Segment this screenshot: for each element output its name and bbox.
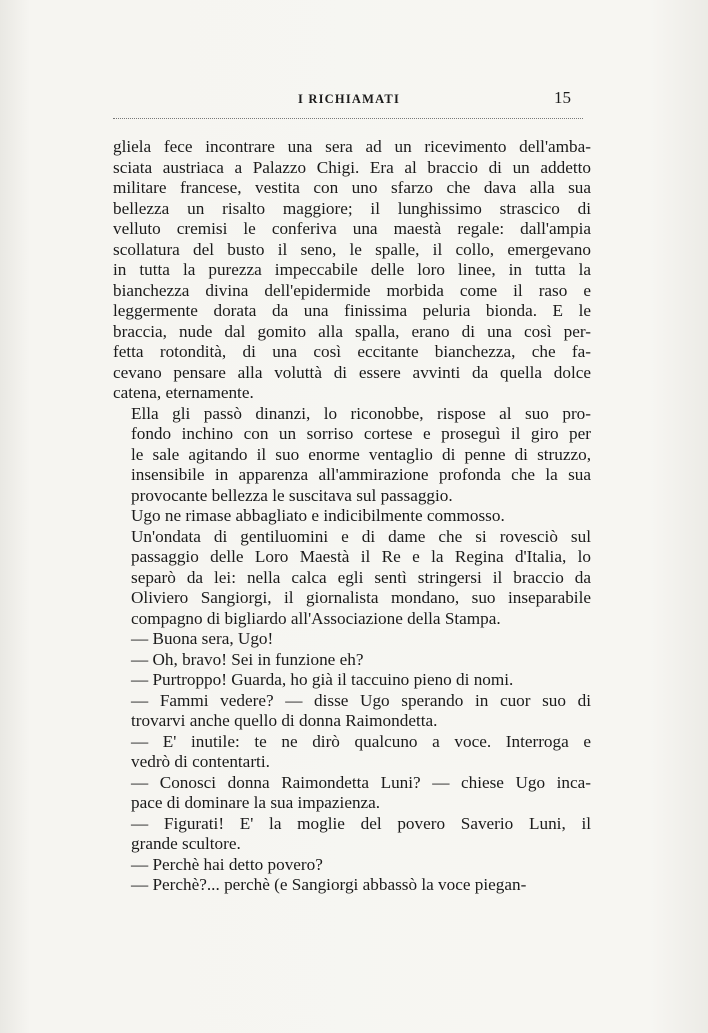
text-line: passaggio delle Loro Maestà il Re e la Regina d'Italia, lo: [131, 547, 591, 566]
body-text: [113, 137, 591, 896]
text-line: Un'ondata di gentiluomini e di dame che si rovesciò sul: [131, 526, 591, 546]
page-header: [113, 88, 583, 112]
text-line: — Purtroppo! Guarda, ho già il taccuino pieno di nomi.: [131, 670, 514, 689]
text-line: — Oh, bravo! Sei in funzione eh?: [131, 649, 364, 669]
text-line: trovarvi anche quello di donna Raimondetta.: [131, 711, 438, 730]
text-line: — Buona sera, Ugo!: [131, 629, 274, 648]
text-line: scollatura del busto il seno, le spalle, il collo, emergevano: [113, 239, 591, 259]
text-line: fetta rotondità, di una così eccitante bianchezza, che fa-: [113, 342, 591, 361]
text-line: provocante bellezza le suscitava sul passaggio.: [131, 485, 453, 505]
text-line: Oliviero Sangiorgi, il giornalista mondano, suo inseparabile: [131, 588, 591, 607]
page-number: 15: [554, 88, 571, 107]
header-rule: [113, 118, 583, 119]
paragraph: [113, 404, 591, 507]
paragraph: [113, 773, 591, 814]
text-line: pace di dominare la sua impazienza.: [131, 793, 381, 812]
paragraph: [113, 732, 591, 773]
paragraph: [113, 506, 591, 527]
text-line: bellezza un risalto maggiore; il lunghissimo strascico di: [113, 198, 591, 218]
running-title: I RICHIAMATI: [298, 92, 401, 106]
text-line: fondo inchino con un sorriso cortese e proseguì il giro per: [131, 424, 591, 443]
paragraph: [113, 650, 591, 671]
text-line: — Figurati! E' la moglie del povero Saverio Luni, il: [131, 813, 591, 833]
text-line: velluto cremisi le conferiva una maestà regale: dall'ampia: [113, 219, 591, 238]
paragraph: [113, 670, 591, 691]
text-line: separò da lei: nella calca egli sentì stringersi il braccio da: [131, 567, 591, 587]
paragraph: [113, 875, 591, 896]
text-line: Ugo ne rimase abbagliato e indicibilmente commosso.: [131, 506, 505, 525]
paragraph: [113, 629, 591, 650]
text-line: — Perchè?... perchè (e Sangiorgi abbassò la voce piegan-: [131, 875, 527, 894]
paragraph: [113, 855, 591, 876]
text-line: insensibile in apparenza all'ammirazione profonda che la sua: [131, 465, 591, 484]
text-line: cevano pensare alla voluttà di essere avvinti da quella dolce: [113, 362, 591, 382]
text-line: bianchezza divina dell'epidermide morbida come il raso e: [113, 280, 591, 300]
text-line: — Conosci donna Raimondetta Luni? — chiese Ugo inca-: [131, 772, 591, 792]
text-line: vedrò di contentarti.: [131, 752, 270, 771]
text-line: catena, eternamente.: [113, 383, 254, 402]
text-line: — Perchè hai detto povero?: [131, 854, 323, 874]
text-line: — Fammi vedere? — disse Ugo sperando in cuor suo di: [131, 690, 591, 710]
text-line: militare francese, vestita con uno sfarzo che dava alla sua: [113, 178, 591, 197]
text-line: grande scultore.: [131, 834, 241, 853]
text-line: gliela fece incontrare una sera ad un ricevimento dell'amba-: [113, 137, 591, 156]
text-line: leggermente dorata da una finissima peluria bionda. E le: [113, 301, 591, 320]
paragraph: [113, 814, 591, 855]
text-line: compagno di bigliardo all'Associazione della Stampa.: [131, 608, 501, 628]
paragraph: [113, 527, 591, 630]
text-line: le sale agitando il suo enorme ventaglio di penne di struzzo,: [131, 444, 591, 464]
text-line: sciata austriaca a Palazzo Chigi. Era al braccio di un addetto: [113, 157, 591, 177]
text-line: Ella gli passò dinanzi, lo riconobbe, rispose al suo pro-: [131, 403, 591, 423]
text-line: — E' inutile: te ne dirò qualcuno a voce. Interroga e: [131, 731, 591, 751]
paragraph: [113, 691, 591, 732]
text-line: braccia, nude dal gomito alla spalla, erano di una così per-: [113, 321, 591, 341]
text-line: in tutta la purezza impeccabile delle loro linee, in tutta la: [113, 260, 591, 279]
paragraph: [113, 137, 591, 404]
